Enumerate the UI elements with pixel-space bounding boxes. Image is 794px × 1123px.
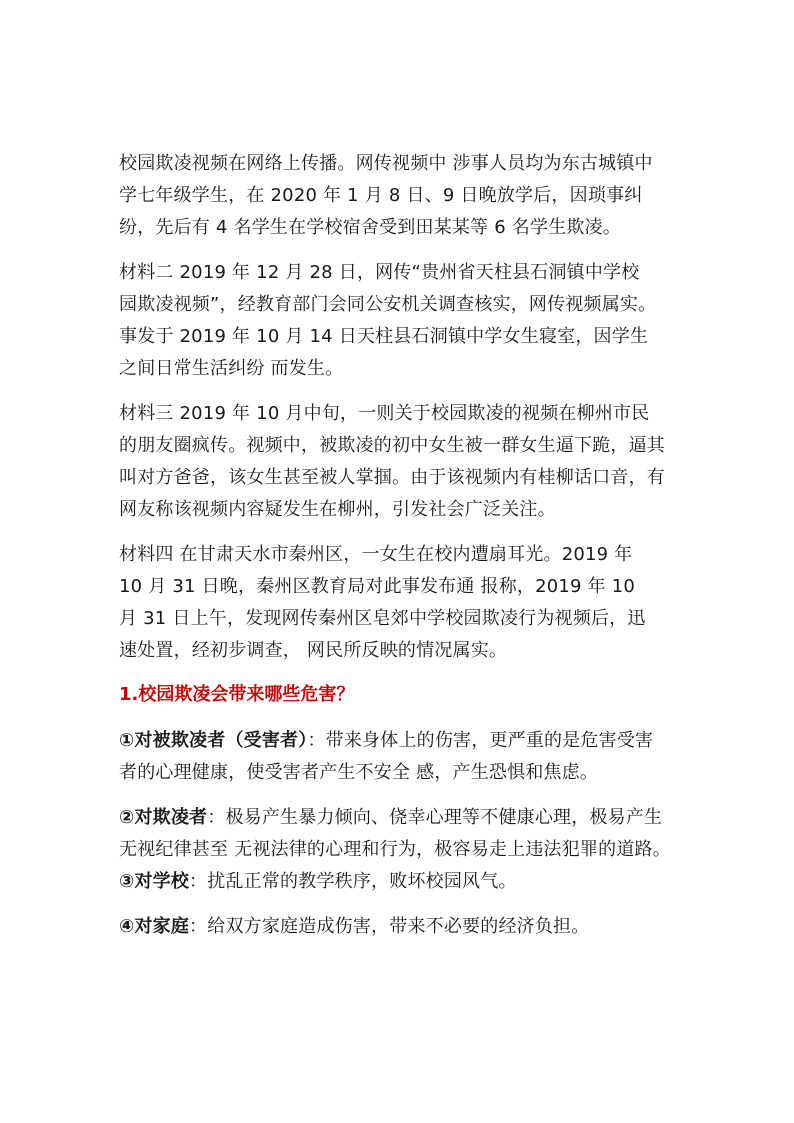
harm-to-victim-item — [119, 725, 689, 789]
material-4-paragraph — [119, 539, 689, 667]
text-line: ：扰乱正常的教学秩序，败坏校园风气。 — [189, 871, 517, 892]
text-line: 纷，先后有 4 名学生在学校宿舍受到田某某等 6 名学生欺凌。 — [119, 217, 621, 238]
item-prefix: ②对欺凌者 — [119, 807, 208, 828]
item-prefix: ①对被欺凌者（受害者） — [119, 730, 308, 751]
text-line: 网友称该视频内容疑发生在柳州，引发社会广泛关注。 — [119, 499, 556, 520]
item-prefix: ③对学校 — [119, 871, 190, 892]
text-line: ：带来身体上的伤害，更严重的是危害受害 — [307, 730, 654, 751]
text-line: 校园欺凌视频在网络上传播。网传视频中 涉事人员均为东古城镇中 — [119, 153, 653, 174]
document-page — [119, 148, 689, 943]
harm-to-bully-item — [119, 802, 689, 866]
text-line: 速处置，经初步调查， 网民所反映的情况属实。 — [119, 640, 508, 661]
text-line: 的朋友圈疯传。视频中，被欺凌的初中女生被一群女生逼下跪，逼其 — [119, 435, 665, 456]
text-line: 事发于 2019 年 10 月 14 日天柱县石洞镇中学女生寝室，因学生 — [119, 326, 649, 347]
text-line: 材料三 2019 年 10 月中旬，一则关于校园欺凌的视频在柳州市民 — [119, 403, 650, 424]
material-2-paragraph — [119, 257, 689, 385]
text-line: 学七年级学生，在 2020 年 1 月 8 日、9 日晚放学后，因琐事纠 — [119, 185, 643, 206]
text-line: 之间日常生活纠纷 而发生。 — [119, 358, 344, 379]
text-line: ：给双方家庭造成伤害，带来不必要的经济负担。 — [189, 916, 590, 937]
harm-to-school-item — [119, 866, 689, 898]
item-prefix: ④对家庭 — [119, 916, 190, 937]
material-1-paragraph — [119, 148, 689, 244]
text-line: 10 月 31 日晚，秦州区教育局对此事发布通 报称，2019 年 10 — [119, 576, 636, 597]
text-line: ：极易产生暴力倾向、侥幸心理等不健康心理，极易产生 — [207, 807, 663, 828]
material-3-paragraph — [119, 398, 689, 526]
text-line: 材料四 在甘肃天水市秦州区，一女生在校内遭扇耳光。2019 年 — [119, 544, 633, 565]
text-line: 无视纪律甚至 无视法律的心理和行为，极容易走上违法犯罪的道路。 — [119, 839, 671, 860]
text-line: 叫对方爸爸，该女生甚至被人掌掴。由于该视频内有桂柳话口音，有 — [119, 467, 665, 488]
harm-to-family-item — [119, 911, 689, 943]
text-line: 者的心理健康，使受害者产生不安全 感，产生恐惧和焦虑。 — [119, 762, 599, 783]
text-line: 材料二 2019 年 12 月 28 日，网传“贵州省天柱县石洞镇中学校 — [119, 262, 640, 283]
text-line: 园欺凌视频”，经教育部门会同公安机关调查核实，网传视频属实。 — [119, 294, 657, 315]
section-heading: 1.校园欺凌会带来哪些危害？ — [119, 684, 355, 705]
text-line: 月 31 日上午，发现网传秦州区皂郊中学校园欺凌行为视频后，迅 — [119, 608, 646, 629]
